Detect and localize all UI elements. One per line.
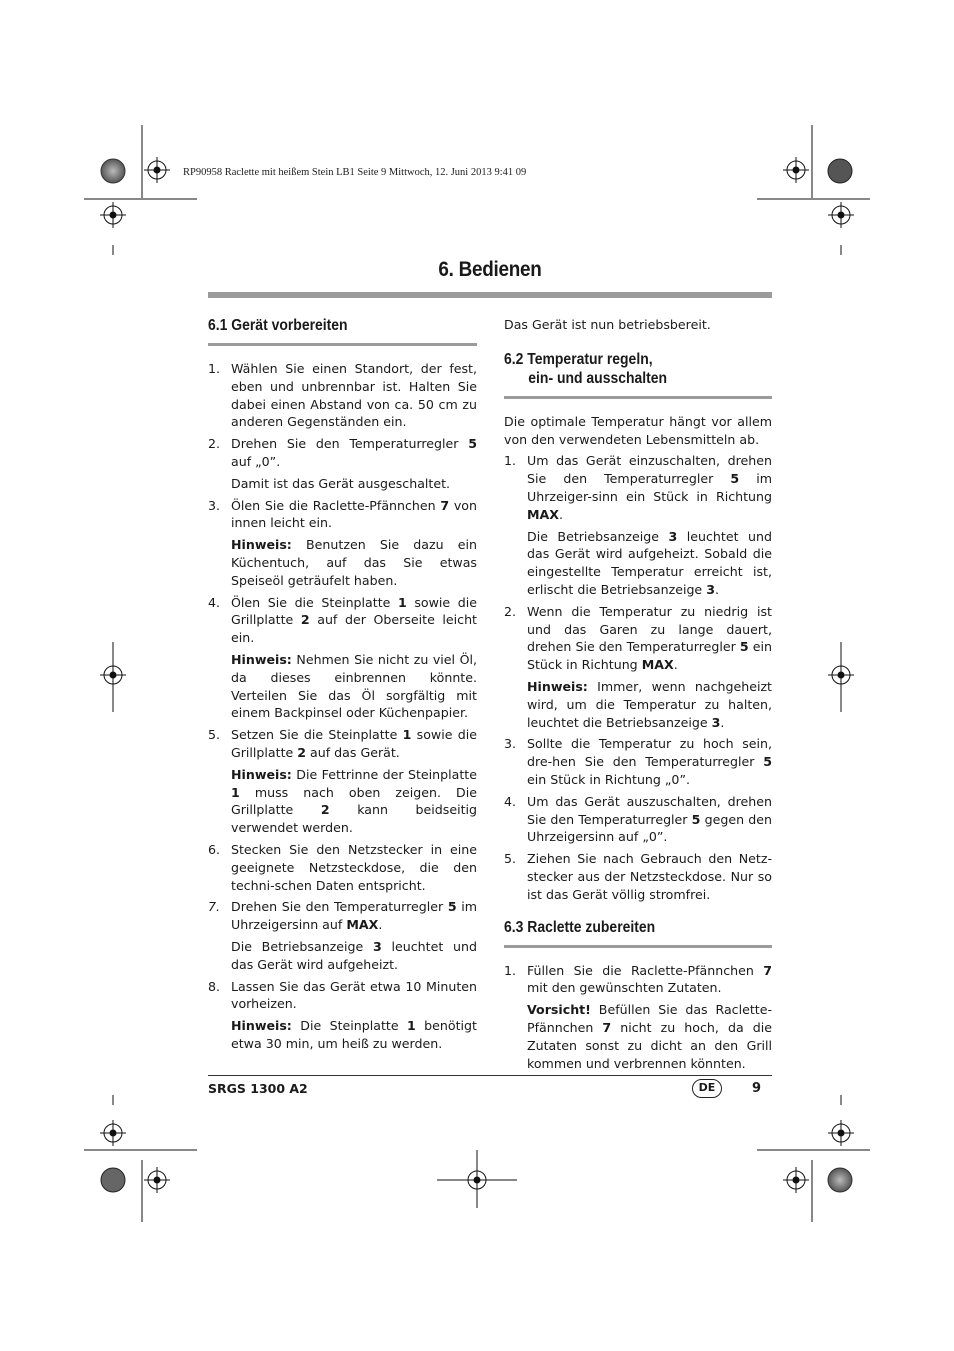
steps-list-6-1 bbox=[208, 360, 477, 1053]
note: Hinweis: Die Steinplatte 1 benötigt etwa 30 min, um heiß zu werden. bbox=[231, 1018, 477, 1051]
color-rosette-bottom-left bbox=[101, 1168, 125, 1192]
list-item: 4. Um das Gerät auszuschalten, drehen Sie den Temperaturregler 5 gegen den Uhrzeigersinn auf „0”. bbox=[504, 793, 772, 845]
section-heading-6-3: 6.3 Raclette zubereiten bbox=[504, 918, 656, 936]
section-rule bbox=[504, 396, 772, 399]
list-item: 5. Setzen Sie die Steinplatte 1 sowie die Grillplatte 2 auf das Gerät. Hinweis: Die Fettrinne der Steinplatte 1 muss nach oben zeigen. Die Grillplatte 2 kann beidseitig verwendet werden. bbox=[208, 727, 478, 836]
language-badge: DE bbox=[692, 1079, 722, 1098]
ready-text: Das Gerät ist nun betriebsbereit. bbox=[504, 317, 711, 332]
right-column bbox=[504, 316, 772, 1076]
note: Hinweis: Immer, wenn nachgeheizt wird, um die Temperatur zu halten, leuchtet die Betriebsanzeige 3. bbox=[527, 678, 772, 730]
section-heading-6-2: 6.2 Temperatur regeln, ein- und ausschalten bbox=[504, 350, 668, 387]
section-heading-6-1: 6.1 Gerät vorbereiten bbox=[208, 317, 348, 334]
list-item: 2. Wenn die Temperatur zu niedrig ist und das Garen zu lange dauert, drehen Sie den Temperaturregler 5 ein Stück in Richtung MAX. Hinweis: Immer, wenn nachgeheizt wird, um die Temperatur zu halten, leuchtet die Betriebsanzeige 3. bbox=[504, 603, 773, 730]
footer-model: SRGS 1300 A2 bbox=[208, 1081, 308, 1096]
registration-mark-left-upper bbox=[100, 202, 126, 228]
section-rule bbox=[208, 343, 477, 346]
list-item: 5. Ziehen Sie nach Gebrauch den Netz-stecker aus der Netzsteckdose. Nur so ist das Gerät völlig stromfrei. bbox=[504, 851, 772, 902]
title-rule bbox=[208, 292, 772, 298]
list-item: 7. Drehen Sie den Temperaturregler 5 im Uhrzeigersinn auf MAX. Die Betriebsanzeige 3 leuchtet und das Gerät wird aufgeheizt. bbox=[208, 899, 478, 972]
list-item: 1. Füllen Sie die Raclette-Pfännchen 7 mit den gewünschten Zutaten. Vorsicht! Befüllen Sie das Raclette-Pfännchen 7 nicht zu hoch, da die Zutaten sonst zu dicht an den Grill kommen und verbrennen könnten. bbox=[504, 962, 772, 1071]
color-rosette-bottom-right bbox=[828, 1168, 852, 1192]
list-item: 1. Wählen Sie einen Standort, der fest, eben und unbrennbar ist. Halten Sie dabei einen Abstand von ca. 50 cm zu anderen Gegenständen ein. bbox=[208, 361, 477, 430]
caution-note: Vorsicht! Befüllen Sie das Raclette-Pfännchen 7 nicht zu hoch, da die Zutaten sonst zu dicht an den Grill kommen und verbrennen könnten. bbox=[527, 1002, 772, 1071]
color-rosette-top-right bbox=[828, 159, 852, 183]
page-number: 9 bbox=[752, 1081, 762, 1096]
registration-mark-bottom-right bbox=[783, 1167, 809, 1193]
intro-text: Die optimale Temperatur hängt vor allem von den verwendeten Lebensmitteln ab. bbox=[504, 413, 772, 447]
registration-mark-right-upper bbox=[828, 202, 854, 228]
steps-list-6-3 bbox=[504, 962, 772, 1073]
registration-mark-left-lower bbox=[100, 1120, 126, 1146]
registration-mark-top-right bbox=[783, 157, 809, 183]
list-item: 8. Lassen Sie das Gerät etwa 10 Minuten vorheizen. Hinweis: Die Steinplatte 1 benötigt etwa 30 min, um heiß zu werden. bbox=[208, 978, 477, 1051]
left-column bbox=[208, 316, 477, 1057]
list-item: 2. Drehen Sie den Temperaturregler 5 auf „0”. Damit ist das Gerät ausgeschaltet. bbox=[208, 436, 477, 491]
list-item: 6. Stecken Sie den Netzstecker in eine geeignete Netzsteckdose, die den techni-schen Daten entspricht. bbox=[208, 841, 477, 893]
note: Hinweis: Die Fettrinne der Steinplatte 1 muss nach oben zeigen. Die Grillplatte 2 kann beidseitig verwendet werden. bbox=[231, 766, 478, 836]
list-item: 3. Sollte die Temperatur zu hoch sein, dre-hen Sie den Temperaturregler 5 ein Stück in Richtung „0”. bbox=[504, 736, 772, 787]
list-item: 4. Ölen Sie die Steinplatte 1 sowie die Grillplatte 2 auf der Oberseite leicht ein. Hinweis: Nehmen Sie nicht zu viel Öl, da dieses einbrennen könnte. Verteilen Sie das Öl sorgfältig mit einem Backpinsel oder Küchenpapier. bbox=[208, 594, 478, 721]
print-slug: RP90958 Raclette mit heißem Stein LB1 Seite 9 Mittwoch, 12. Juni 2013 9:41 09 bbox=[183, 167, 527, 178]
footer-rule bbox=[208, 1075, 772, 1076]
steps-list-6-2 bbox=[504, 452, 772, 903]
registration-mark-top-left bbox=[144, 157, 170, 183]
list-item: 3. Ölen Sie die Raclette-Pfännchen 7 von innen leicht ein. Hinweis: Benutzen Sie dazu ein Küchentuch, auf das Sie etwas Speiseöl geträufelt haben. bbox=[208, 497, 477, 588]
page-title: 6. Bedienen bbox=[438, 258, 542, 281]
note: Hinweis: Nehmen Sie nicht zu viel Öl, da dieses einbrennen könnte. Verteilen Sie das Öl sorgfältig mit einem Backpinsel oder Küchenpapier. bbox=[231, 651, 477, 721]
note: Hinweis: Benutzen Sie dazu ein Küchentuch, auf das Sie etwas Speiseöl geträufelt haben. bbox=[231, 537, 477, 588]
color-rosette-top-left bbox=[101, 159, 125, 183]
list-item: 1. Um das Gerät einzuschalten, drehen Sie den Temperaturregler 5 im Uhrzeiger-sinn ein Stück in Richtung MAX. Die Betriebsanzeige 3 leuchtet und das Gerät wird aufgeheizt. Sobald die eingestellte Temperatur erreicht ist, erlischt die Betriebsanzeige 3. bbox=[504, 453, 772, 597]
registration-mark-bottom-left bbox=[144, 1167, 170, 1193]
registration-mark-right-lower bbox=[828, 1120, 854, 1146]
section-rule bbox=[504, 945, 772, 948]
